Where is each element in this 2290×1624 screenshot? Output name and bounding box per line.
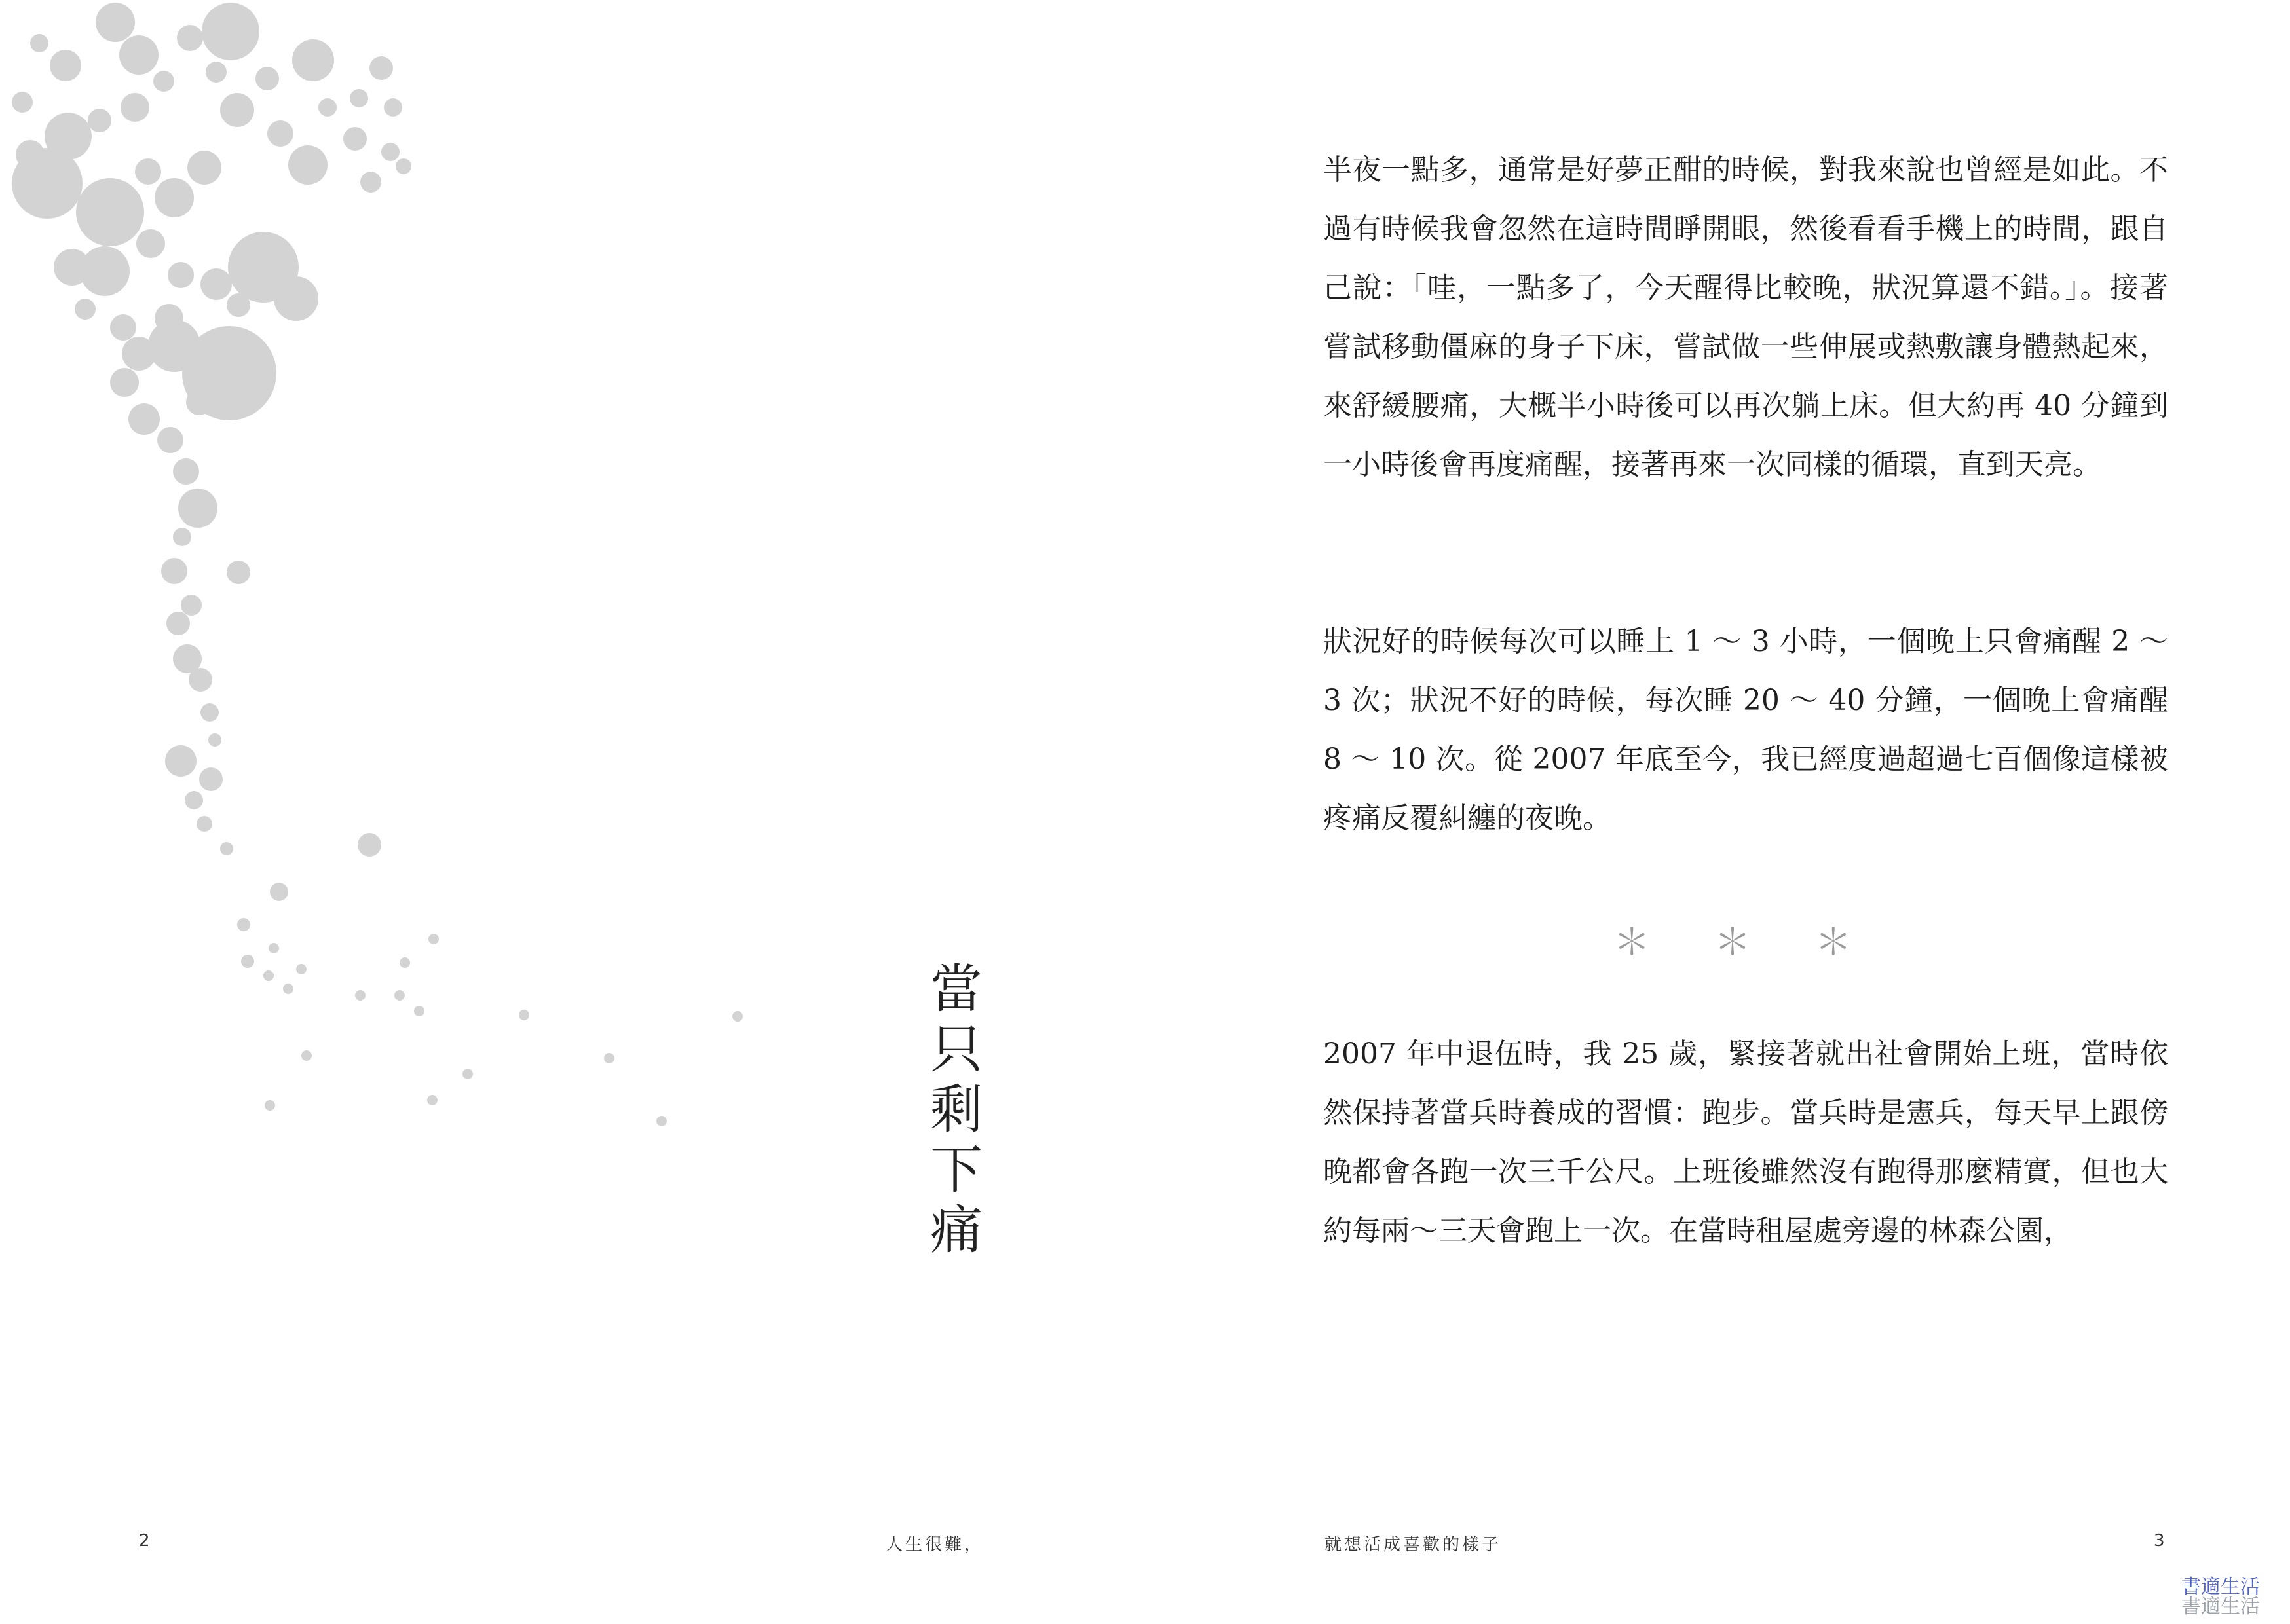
decorative-bubble <box>119 35 159 75</box>
decorative-bubble <box>255 67 279 90</box>
decorative-bubble <box>283 984 293 994</box>
decorative-bubble <box>269 943 279 953</box>
chapter-title-char: 當 <box>930 959 983 1020</box>
chapter-title-char: 只 <box>930 1019 983 1080</box>
decorative-bubble <box>110 368 139 397</box>
decorative-bubble <box>135 158 161 185</box>
watermark-logo: 書適生活 <box>2181 1576 2260 1598</box>
decorative-bubble <box>428 934 439 944</box>
decorative-bubble <box>292 39 334 81</box>
decorative-bubble <box>153 71 174 92</box>
decorative-bubble <box>173 458 199 485</box>
decorative-bubble <box>414 1006 424 1016</box>
decorative-bubble <box>343 127 367 151</box>
decorative-bubble <box>263 970 274 981</box>
watermark-logo-shadow: 書適生活 <box>2181 1595 2260 1618</box>
decorative-bubble <box>50 50 81 81</box>
decorative-bubble <box>274 276 318 321</box>
decorative-bubble <box>200 703 219 722</box>
decorative-bubble <box>165 745 197 777</box>
decorative-bubble <box>155 178 194 217</box>
decorative-bubble <box>267 120 293 147</box>
decorative-bubble <box>270 883 288 901</box>
decorative-bubble <box>227 293 250 317</box>
decorative-bubble <box>732 1011 743 1022</box>
decorative-bubble <box>206 62 227 83</box>
decorative-bubble <box>394 990 405 1001</box>
decorative-bubble <box>177 25 203 51</box>
decorative-bubble <box>136 229 165 258</box>
decorative-bubble <box>288 145 328 185</box>
body-paragraph-2: 狀況好的時候每次可以睡上 1 ～ 3 小時，一個晚上只會痛醒 2 ～ 3 次；狀況不好的時候，每次睡 20 ～ 40 分鐘，一個晚上會痛醒 8 ～ 10 次。從 2007 年底至今，我已經度過超過七百個像這樣被疼痛反覆糾纏的夜晚。 <box>1323 625 2168 835</box>
decorative-bubble <box>604 1053 614 1063</box>
decorative-bubble <box>189 668 212 692</box>
decorative-bubble <box>80 246 130 296</box>
section-break: ＊ ＊ ＊ <box>1613 921 1878 964</box>
left-page-number: 2 <box>139 1531 150 1551</box>
body-paragraph-1: 半夜一點多，通常是好夢正酣的時候，對我來說也曾經是如此。不過有時候我會忽然在這時間睜開眼，然後看看手機上的時間，跟自己說：「哇，一點多了，今天醒得比較晚，狀況算還不錯。」。接著嘗試移動僵麻的身子下床，嘗試做一些伸展或熱敷讓身體熱起來，來舒緩腰痛，大概半小時後可以再次躺上床。但大約再 40 分鐘到一小時後會再度痛醒，接著再來一次同樣的循環，直到天亮。 <box>1323 153 2168 481</box>
decorative-bubble <box>121 93 149 122</box>
right-running-title: 就想活成喜歡的樣子 <box>1324 1535 1502 1555</box>
decorative-bubble <box>75 299 96 320</box>
decorative-bubble <box>178 489 217 528</box>
decorative-bubble <box>185 791 203 809</box>
right-page-number: 3 <box>2154 1531 2165 1551</box>
decorative-bubble <box>301 1050 312 1061</box>
decorative-bubble <box>369 56 393 80</box>
decorative-bubble <box>350 89 368 107</box>
decorative-bubble <box>202 3 259 60</box>
chapter-title-char: 剩 <box>930 1079 983 1140</box>
decorative-bubble <box>166 612 190 635</box>
decorative-bubble <box>199 767 223 791</box>
decorative-bubble <box>220 93 254 127</box>
decorative-bubble <box>76 178 144 246</box>
chapter-title <box>924 959 989 1261</box>
decorative-bubble <box>128 403 160 435</box>
decorative-bubble <box>519 1010 529 1020</box>
decorative-bubble <box>227 561 250 584</box>
decorative-bubble <box>427 1095 438 1105</box>
chapter-title-char: 下 <box>930 1139 983 1200</box>
body-paragraph-3: 2007 年中退伍時，我 25 歲，緊接著就出社會開始上班，當時依然保持著當兵時養成的習慣：跑步。當兵時是憲兵，每天早上跟傍晚都會各跑一次三千公尺。上班後雖然沒有跑得那麼精實，但也大約每兩～三天會跑上一次。在當時租屋處旁邊的林森公園， <box>1323 1037 2168 1247</box>
decorative-bubble <box>656 1116 667 1126</box>
decorative-bubble <box>381 143 400 161</box>
decorative-bubble <box>30 34 48 52</box>
decorative-bubble <box>384 98 402 117</box>
decorative-bubble <box>186 389 212 415</box>
decorative-bubble <box>360 172 381 193</box>
decorative-bubble <box>296 964 307 974</box>
decorative-bubble <box>12 92 33 113</box>
decorative-bubble <box>400 957 410 968</box>
decorative-bubble <box>355 990 366 1001</box>
decorative-bubble <box>110 314 136 341</box>
decorative-bubble <box>462 1069 473 1079</box>
decorative-bubble <box>241 955 254 968</box>
chapter-title-char: 痛 <box>930 1200 983 1261</box>
decorative-bubble <box>187 151 221 185</box>
decorative-bubble <box>181 595 202 616</box>
decorative-bubble <box>358 833 381 857</box>
decorative-bubble <box>173 528 191 546</box>
decorative-bubble <box>208 733 221 747</box>
decorative-bubble <box>96 3 135 42</box>
decorative-bubble <box>161 558 187 584</box>
left-running-title: 人生很難， <box>886 1535 985 1555</box>
decorative-bubble <box>88 109 111 132</box>
decorative-bubble <box>237 918 250 931</box>
decorative-bubble <box>168 262 194 288</box>
decorative-bubble <box>396 158 411 174</box>
decorative-bubble <box>220 842 233 855</box>
decorative-bubble <box>16 140 45 169</box>
decorative-bubble <box>318 98 337 117</box>
decorative-bubble <box>265 1100 275 1111</box>
decorative-bubble <box>197 816 212 832</box>
decorative-bubble <box>157 427 183 453</box>
decorative-bubble <box>200 268 232 300</box>
